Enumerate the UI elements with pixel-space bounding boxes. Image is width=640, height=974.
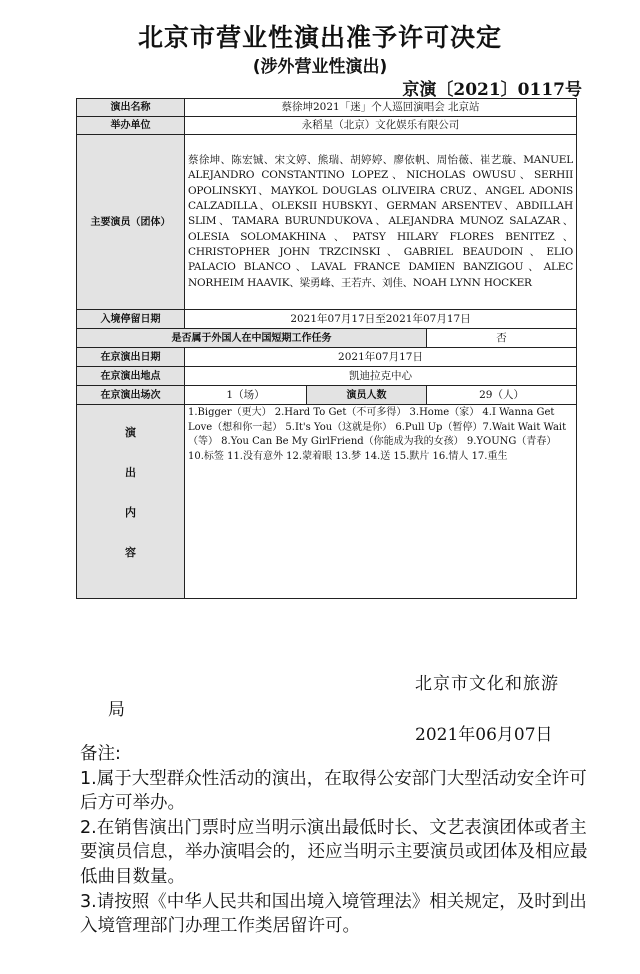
value-performers: 蔡徐坤、陈宏铖、宋文婷、熊瑞、胡婷婷、廖依帆、周怡薇、崔艺璇、MANUEL ALEJANDRO CONSTANTINO LOPEZ、NICHOLAS OWUSU、SERHII OPOLINSKYI、MAYKOL DOUGLAS OLIVEIRA CRUZ、ANGEL ADONIS CALZADILLA、OLEKSII HUBSKYI、GERMAN ARSENTEV、ABDILLAH SLIM、TAMARA BURUNDUKOVA、ALEJANDRA MUNOZ SALAZAR、OLESIA SOLOMAKHINA、PATSY HILARY FLORES BENITEZ、CHRISTOPHER JOHN TRZCINSKI、GABRIEL BEAUDOIN、ELIO PALACIO BLANCO、LAVAL FRANCE DAMIEN BANZIGOU、ALEC NORHEIM HAAVIK、梁勇峰、王若卉、刘佳、NOAH LYNN HOCKER: [185, 135, 577, 310]
issue-date: 2021年06月07日: [415, 725, 553, 745]
document-title: 北京市营业性演出准予许可决定: [137, 23, 502, 52]
row-program: [77, 405, 577, 599]
document-number: 京演〔2021〕0117号: [402, 80, 582, 100]
note-item: 3.请按照《中华人民共和国出境入境管理法》相关规定，及时到出入境管理部门办理工作类居留许可。: [80, 891, 587, 937]
note-item: 2.在销售演出门票时应当明示演出最低时长、文艺表演团体或者主要演员信息，举办演唱会的，还应当明示主要演员或团体及相应最低曲目数量。: [80, 817, 588, 887]
label-venue: 在京演出地点: [77, 367, 185, 386]
label-program: [77, 405, 185, 599]
row-performers: [77, 135, 577, 310]
row-organizer: [77, 117, 577, 135]
label-program-char: 内: [125, 506, 136, 519]
row-short-term: [77, 329, 577, 348]
value-headcount: 29（人）: [427, 386, 577, 405]
value-entry-dates: 2021年07月17日至2021年07月17日: [185, 310, 577, 329]
notes-section: [80, 742, 600, 939]
row-entry-dates: [77, 310, 577, 329]
value-program: 1.Bigger（更大） 2.Hard To Get（不可多得） 3.Home（家） 4.I Wanna Get Love（想和你一起） 5.It's You（这就是你） 6.Pull Up（暂停）7.Wait Wait Wait（等） 8.You Can Be My GirlFriend（你能成为我的女孩） 9.YOUNG（青春） 10.标签 11.没有意外 12.蒙着眼 13.梦 14.送 15.默片 16.情人 17.重生: [185, 405, 577, 599]
row-venue: [77, 367, 577, 386]
row-show-date: [77, 348, 577, 367]
label-program-char: 演: [125, 426, 136, 439]
value-organizer: 永稻星（北京）文化娱乐有限公司: [185, 117, 577, 135]
label-headcount: 演员人数: [307, 386, 427, 405]
row-shows: [77, 386, 577, 405]
value-show-date: 2021年07月17日: [185, 348, 577, 367]
label-program-char: 出: [125, 466, 136, 479]
document-subtitle: (涉外营业性演出): [252, 57, 388, 77]
label-shows: 在京演出场次: [77, 386, 185, 405]
value-venue: 凯迪拉克中心: [185, 367, 577, 386]
label-short-term: 是否属于外国人在中国短期工作任务: [77, 329, 427, 348]
label-entry-dates: 入境停留日期: [77, 310, 185, 329]
value-short-term: 否: [427, 329, 577, 348]
label-show-date: 在京演出日期: [77, 348, 185, 367]
label-performers: 主要演员（团体）: [77, 135, 185, 310]
label-show-name: 演出名称: [77, 99, 185, 117]
value-show-name: 蔡徐坤2021「迷」个人巡回演唱会 北京站: [185, 99, 577, 117]
label-organizer: 举办单位: [77, 117, 185, 135]
row-show-name: [77, 99, 577, 117]
value-shows: 1（场）: [185, 386, 307, 405]
label-program-char: 容: [125, 546, 136, 559]
notes-heading: 备注:: [80, 744, 121, 764]
issuer-name: 北京市文化和旅游: [415, 674, 559, 694]
issuer-name-continued: 局: [108, 700, 125, 720]
permit-table: [76, 98, 577, 599]
note-item: 1.属于大型群众性活动的演出，在取得公安部门大型活动安全许可后方可举办。: [80, 768, 587, 814]
